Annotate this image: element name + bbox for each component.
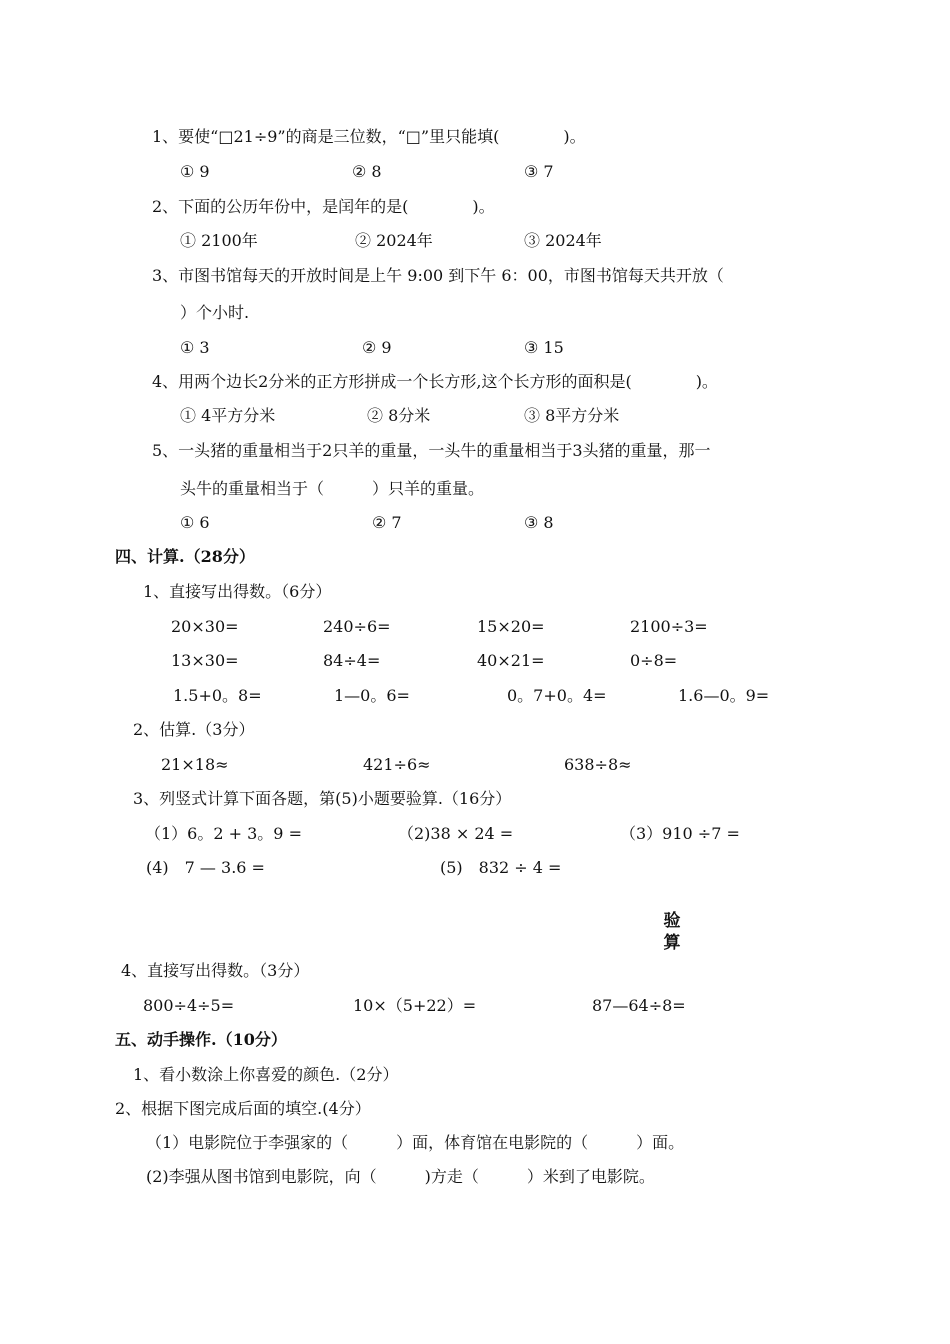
calc-item: 15×20= [477,617,545,636]
s4-part-3-title: 3、列竖式计算下面各题，第(5)小题要验算.（16分） [133,789,512,808]
verify-label [662,910,682,954]
mixed-calc-item: 800÷4÷5= [143,996,235,1015]
s5-part-1: 1、看小数涂上你喜爱的颜色.（2分） [133,1065,399,1084]
vertical-calc-item: （1）6。2 + 3。9 = [145,824,302,843]
s5-fill-question-1: （1）电影院位于李强家的（ ）面，体育馆在电影院的（ ）面。 [146,1133,685,1152]
verify-char-2: 算 [663,933,681,953]
q1-option-2: ② 8 [352,162,382,181]
q3-option-3: ③ 15 [524,338,564,357]
q2-option-1: ① 2100年 [180,231,258,250]
question-3-line-1: 3、市图书馆每天的开放时间是上午 9:00 到下午 6：00，市图书馆每天共开放（ [152,266,724,285]
q2-option-3: ③ 2024年 [524,231,602,250]
vertical-calc-item: (5) 832 ÷ 4 = [440,858,562,877]
q4-option-2: ② 8分米 [367,406,431,425]
s5-fill-question-2: (2)李强从图书馆到电影院，向（ )方走（ ）米到了电影院。 [146,1167,655,1186]
mixed-calc-item: 10×（5+22）= [353,996,477,1015]
s4-part-4-title: 4、直接写出得数。（3分） [121,961,310,980]
question-2: 2、下面的公历年份中，是闰年的是( )。 [152,197,495,216]
calc-item: 84÷4= [323,651,381,670]
q5-option-1: ① 6 [180,513,210,532]
q2-option-2: ② 2024年 [355,231,433,250]
s4-part-2-title: 2、估算.（3分） [133,720,255,739]
vertical-calc-item: （3）910 ÷7 = [620,824,740,843]
calc-item: 13×30= [171,651,239,670]
s4-part-1-title: 1、直接写出得数。（6分） [143,582,332,601]
verify-char-1: 验 [663,911,681,931]
calc-item: 0。7+0。4= [507,686,607,705]
question-1: 1、要使“□21÷9”的商是三位数，“□”里只能填( )。 [152,127,586,146]
estimate-item: 638÷8≈ [564,755,632,774]
estimate-item: 21×18≈ [161,755,229,774]
section-4-title: 四、计算.（28分） [115,547,255,566]
q3-option-1: ① 3 [180,338,210,357]
q1-option-1: ① 9 [180,162,210,181]
estimate-item: 421÷6≈ [363,755,431,774]
calc-item: 1—0。6= [334,686,410,705]
calc-item: 20×30= [171,617,239,636]
calc-item: 1.6—0。9= [678,686,770,705]
q1-option-3: ③ 7 [524,162,554,181]
s5-part-2: 2、根据下图完成后面的填空.(4分） [115,1099,371,1118]
q3-option-2: ② 9 [362,338,392,357]
calc-item: 2100÷3= [630,617,708,636]
q5-option-3: ③ 8 [524,513,554,532]
calc-item: 0÷8= [630,651,678,670]
q5-option-2: ② 7 [372,513,402,532]
section-5-title: 五、动手操作.（10分） [115,1030,287,1049]
vertical-calc-item: (4) 7 — 3.6 = [146,858,265,877]
question-3-line-2: ）个小时. [180,303,250,322]
vertical-calc-item: （2)38 × 24 = [398,824,514,843]
calc-item: 40×21= [477,651,545,670]
calc-item: 1.5+0。8= [173,686,262,705]
q4-option-3: ③ 8平方分米 [524,406,620,425]
question-5-line-1: 5、一头猪的重量相当于2只羊的重量，一头牛的重量相当于3头猪的重量，那一 [152,441,711,460]
mixed-calc-item: 87—64÷8= [592,996,686,1015]
question-5-line-2: 头牛的重量相当于（ ）只羊的重量。 [180,479,485,498]
question-4: 4、用两个边长2分米的正方形拼成一个长方形,这个长方形的面积是( )。 [152,372,718,391]
q4-option-1: ① 4平方分米 [180,406,276,425]
calc-item: 240÷6= [323,617,391,636]
